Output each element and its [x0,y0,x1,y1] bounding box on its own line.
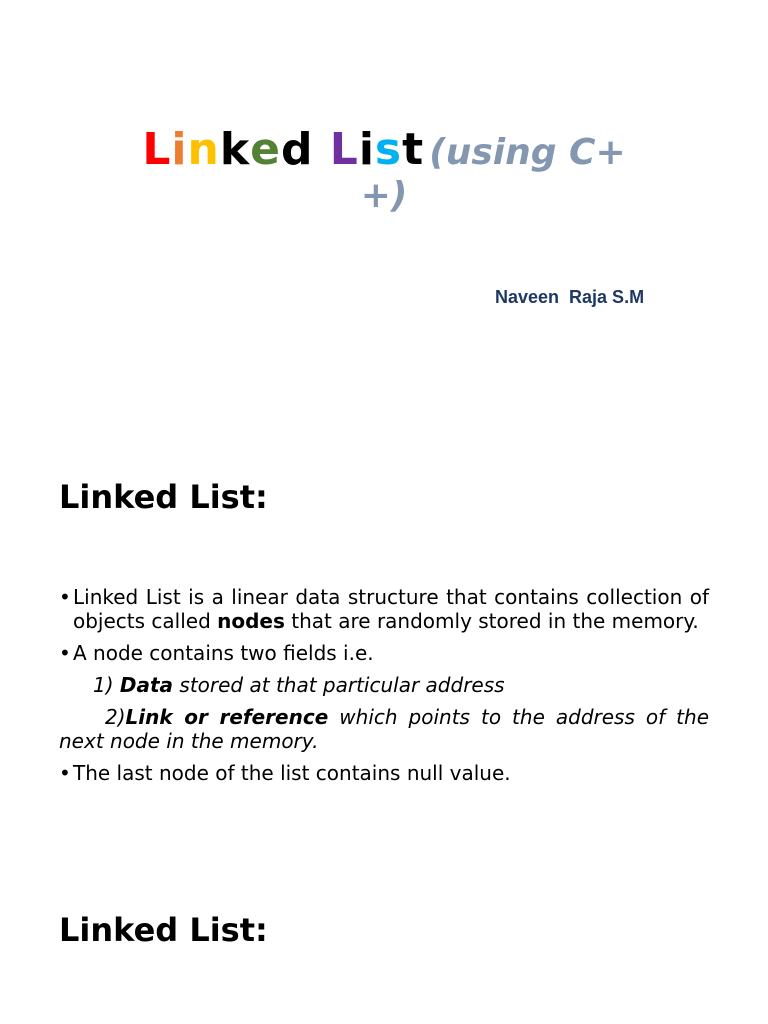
title-letter: s [374,124,403,175]
sub-prefix: 1) [93,673,120,697]
title-letter: i [358,124,375,175]
bullet-text: Linked List is a linear data structure that contains collection of objects called [73,585,709,633]
bullet-item [59,585,709,633]
author-name: Naveen Raja S.M [495,287,645,307]
content-body [59,585,709,793]
title-letter: e [250,124,281,175]
title-subtitle-part2: +) [360,175,408,216]
bullet-text: The last node of the list contains null value. [73,761,511,785]
title-subtitle-part1: (using C+ [429,132,626,173]
bold-term-nodes: nodes [217,609,285,633]
bullet-item [59,761,709,785]
title-letter: k [219,124,251,175]
bullet-text: A node contains two fields i.e. [73,641,374,665]
sub-text: stored at that particular address [173,673,505,697]
sub-item-link [59,705,709,753]
title-letter: n [187,124,220,175]
title-letter: t [402,124,425,175]
sub-item-data [59,673,709,697]
bullet-item [59,641,709,665]
bold-term-link: Link or reference [125,705,329,729]
sub-prefix: 2) [105,705,126,729]
title-letter: d [280,124,314,175]
bold-term-data: Data [119,673,174,697]
section-heading: Linked List: [59,911,268,949]
title-main [142,124,424,175]
sub-text: which points to the address of the next node in the memory. [59,705,710,753]
title-letter: i [171,124,188,175]
section-heading: Linked List: [59,478,268,516]
title-letter [313,123,329,177]
title-letter: L [142,124,172,175]
bullet-text: that are randomly stored in the memory. [284,609,699,633]
title-letter: L [329,124,359,175]
